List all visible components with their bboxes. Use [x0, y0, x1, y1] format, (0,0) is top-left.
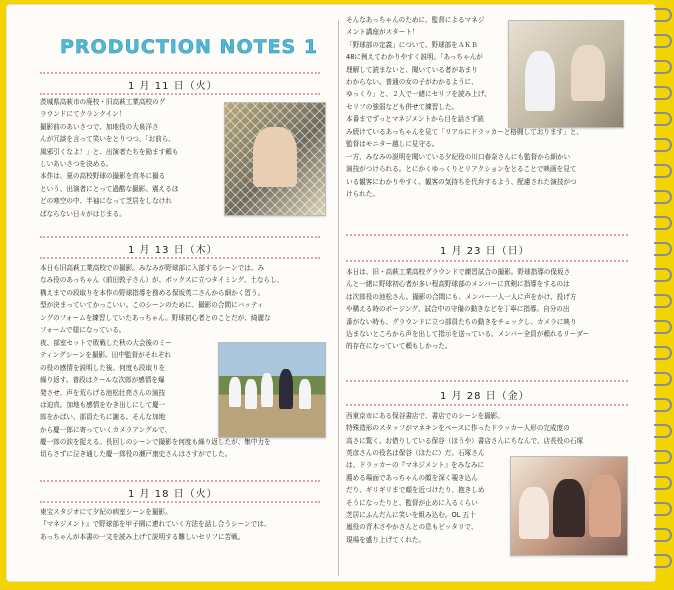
student-figure — [571, 45, 605, 101]
player-figure — [279, 369, 293, 409]
text-line: なみ役のあっちゃん（前田敦子さん）が、ボックスに立つタイミング、土ならし、 — [40, 276, 284, 285]
text-line: セリフの強弱なども併せて練習した。 — [346, 102, 459, 111]
text-line: は次郎役の池松さん。撮影の合間にも、メンバー一人一人に声をかけ、投げ方 — [346, 292, 577, 301]
player-figure — [261, 373, 273, 407]
text-line: ティングシーンを撮影。田中監督がそれぞれ — [40, 351, 172, 360]
dotted-rule — [40, 236, 320, 238]
section-date: 1 月 11 日（火） — [128, 81, 218, 92]
text-line: 薦める場面であっちゃんの顔を深く覗き込ん — [346, 473, 478, 482]
text-line: 的存在になっていて頼もしかった。 — [346, 342, 452, 351]
portrait-figure — [253, 127, 297, 187]
text-line: いる観客にわかりやすく、観客の気持ちを代弁するよう、配慮された演技がつ — [346, 177, 577, 186]
binder-rings — [652, 0, 674, 590]
text-line: フォームで様になっている。 — [40, 326, 126, 335]
binder-ring — [654, 268, 672, 282]
section-body-jan18 — [40, 506, 324, 543]
dotted-rule — [40, 501, 320, 503]
text-line: は、ドラッカーの『マネジメント』をみなみに — [346, 461, 485, 470]
text-line: 東宝スタジオにて夕紀の病室シーンを撮影。 — [40, 508, 172, 516]
photo-bookstore — [510, 456, 628, 556]
binder-ring — [654, 138, 672, 152]
binder-ring — [654, 34, 672, 48]
text-line: という、出演者にとって過酷な撮影。震えるほ — [40, 184, 179, 193]
text-line: 監督はモニター越しに見守る。 — [346, 140, 439, 149]
text-line: 理解して読まないと、聞いている者があまり — [346, 65, 478, 74]
text-line: 慶一郎の涙を捉える。長回しのシーンで撮影を何度も繰り返したが、集中力を — [40, 438, 271, 446]
binder-ring — [654, 502, 672, 516]
section-body-jan13-mid — [40, 337, 212, 436]
text-line: 本日も旧高萩工業高校での撮影。みなみが野球部に入部するシーンでは、み — [40, 264, 265, 272]
text-line: の役の感情を説明した後、何度も段取りを — [40, 363, 166, 372]
dotted-rule — [346, 404, 628, 406]
binder-ring — [654, 372, 672, 386]
dotted-rule — [346, 380, 628, 382]
text-line: 芝居にふんだんに笑いを組み込む。OL 五十 — [346, 511, 476, 520]
text-line: や構える時のポージング、試合中の守備の動きなどを丁寧に指導。自分の出 — [346, 305, 570, 314]
text-line: 番がない時も、グラウンドに立つ部員たちの動きをチェックし、カメラに映り — [346, 317, 577, 326]
section-body-jan13-top — [40, 262, 324, 336]
text-line: どの寒空の中、半袖になって芝居をしなけれ — [40, 197, 172, 206]
binder-ring — [654, 346, 672, 360]
text-line: 切らさずに泣き通した慶一郎役の瀬戸康史さんはさすがでした。 — [40, 450, 232, 459]
binder-ring — [654, 294, 672, 308]
section-body-jan28-side — [346, 447, 506, 546]
dotted-rule — [40, 93, 320, 95]
person-figure — [589, 475, 621, 537]
column-divider — [338, 20, 339, 576]
right-intro-top — [346, 14, 498, 126]
text-line: そうになったりと、監督が止めに入るくらい — [346, 498, 478, 507]
right-intro-bottom — [346, 126, 628, 200]
text-line: ゆっくり」と、２人で一緒にセリフを読み上げ、 — [346, 90, 491, 99]
text-line: 『マネジメント』で野球部を甲子園に連れていく方法を話し合うシーンでは、 — [40, 520, 271, 529]
text-line: 発させ、声を荒らげる池松壮亮さんの演技 — [40, 388, 166, 397]
text-line: 風邪引くなよ！」と、出演者たちを励ます頼も — [40, 147, 179, 156]
binder-ring — [654, 8, 672, 22]
text-line: そんなあっちゃんのために、監督によるマネジ — [346, 16, 485, 24]
binder-ring — [654, 320, 672, 334]
binder-ring — [654, 216, 672, 230]
dotted-rule — [346, 260, 628, 262]
section-date: 1 月 18 日（火） — [128, 489, 218, 500]
text-line: メント講座がスタート！ — [346, 28, 419, 37]
binder-ring — [654, 476, 672, 490]
text-line: だり、ギリギリまで顔を近づけたり、抱きしめ — [346, 486, 485, 495]
text-line: 嵐役の青木さやかさんとの息もピッタリで、 — [346, 523, 478, 532]
section-date: 1 月 28 日（金） — [440, 391, 530, 402]
section-date: 1 月 13 日（木） — [128, 245, 218, 256]
text-line: 構えまでの段取りを本作の野球指導を務める保坂英二さんから細かく習う。 — [40, 288, 265, 297]
binder-ring — [654, 112, 672, 126]
student-figure — [525, 51, 555, 111]
dotted-rule — [40, 480, 320, 482]
player-figure — [299, 379, 311, 409]
text-line: 郎をかばい、部員たちに謝る。そんな加地 — [40, 413, 166, 422]
text-line: んと一緒に野球初心者が多い程高野球部のメンバーに真剣に指導をするのは — [346, 280, 570, 289]
text-line: ラウンドにてクランクイン！ — [40, 110, 126, 119]
player-figure — [229, 377, 241, 407]
photo-classroom — [508, 20, 624, 128]
photo-baseball-team — [218, 342, 326, 438]
text-line: は迫真。加地も感情をむき出しにして慶一 — [40, 401, 166, 410]
section-body-jan13-end — [40, 436, 324, 461]
section-date: 1 月 23 日（日） — [440, 246, 530, 257]
text-line: み続けているあっちゃんを見て「リアルにドラッカーと格闘しております」と、 — [346, 128, 583, 136]
dotted-rule — [346, 234, 628, 236]
text-line: 英彦さんの役名は保谷（ほたに）だ。石塚さん — [346, 449, 485, 457]
page-title: PRODUCTION NOTES 1 — [60, 36, 319, 58]
text-line: ングのフォームを練習していたあっちゃん。野球初心者とのことだが、綺麗な — [40, 313, 271, 322]
text-line: けられた。 — [346, 190, 379, 199]
dotted-rule — [40, 72, 320, 74]
text-line: 現場を盛り上げてくれた。 — [346, 535, 426, 544]
binder-ring — [654, 242, 672, 256]
text-line: しいあいさつを決める。 — [40, 160, 113, 169]
dotted-rule — [40, 257, 320, 259]
section-body-jan11 — [40, 96, 218, 220]
text-line: 特殊造形のスタッフがマネキンをベースに作ったドラッカー人形の完成度の — [346, 424, 570, 433]
text-line: 撮影前のあいさつで、加地役の大泉洋さ — [40, 122, 159, 131]
person-figure — [553, 479, 585, 537]
section-body-jan23 — [346, 266, 628, 353]
text-line: 一方、みなみの説明を聞いている夕紀役の川口春奈さんにも監督から細かい — [346, 152, 571, 161]
text-line: 型が決まっていてかっこいい。このシーンのために、撮影の合間にバッティ — [40, 301, 264, 310]
photo-fence-portrait — [224, 102, 326, 216]
text-line: 込まないところから声を出して指示を送っている。メンバー全員が頼れるリーダー — [346, 330, 590, 339]
binder-ring — [654, 554, 672, 568]
text-line: 48に例えてわかりやすく説明。「あっちゃんが — [346, 53, 483, 62]
text-line: 繰り返す。普段はクールな次郎が感情を爆 — [40, 376, 165, 385]
binder-ring — [654, 190, 672, 204]
text-line: んが冗談を言って笑いをとりつつ、「お前ら、 — [40, 135, 175, 144]
player-figure — [245, 379, 257, 409]
text-line: 高さに驚く。お借りしている保谷（ほうや）書店さんにちなんで、店長役の石塚 — [346, 436, 584, 445]
binder-ring — [654, 164, 672, 178]
text-line: 夜、部室セットで敗戦した秋の大会後のミー — [40, 339, 172, 347]
binder-ring — [654, 60, 672, 74]
text-line: 茨城県高萩市の廃校・旧高萩工業高校のグ — [40, 98, 166, 106]
text-line: 本日は、旧・高萩工業高校グラウンドで練習試合の撮影。野球指導の保坂さ — [346, 268, 571, 276]
binder-ring — [654, 528, 672, 542]
text-line: から慶一郎に寄っていくカメラアングルで、 — [40, 425, 172, 434]
binder-ring — [654, 86, 672, 100]
text-line: 「野球部の定義」について、野球部をＡＫＢ — [346, 40, 478, 49]
binder-ring — [654, 450, 672, 464]
text-line: あっちゃんが本書の一文を読み上げて説明する難しいセリフに苦戦。 — [40, 532, 245, 541]
binder-ring — [654, 398, 672, 412]
section-body-jan28-top — [346, 410, 628, 447]
text-line: 本作は、夏の高校野球の撮影を真冬に撮る — [40, 172, 166, 181]
binder-ring — [654, 424, 672, 438]
text-line: 西東京市にある保谷書店で、書店でのシーンを撮影。 — [346, 412, 504, 420]
person-figure — [519, 487, 549, 539]
text-line: 演技がつけられる。とにかくゆっくりとリアクションをとることで映画を見て — [346, 165, 577, 174]
text-line: わからない。普通の女の子がわかるように、 — [346, 78, 478, 87]
text-line: ばならない日々がはじまる。 — [40, 209, 126, 218]
text-line: 本番までずっとマネジメントから目を話さず読 — [346, 115, 484, 124]
